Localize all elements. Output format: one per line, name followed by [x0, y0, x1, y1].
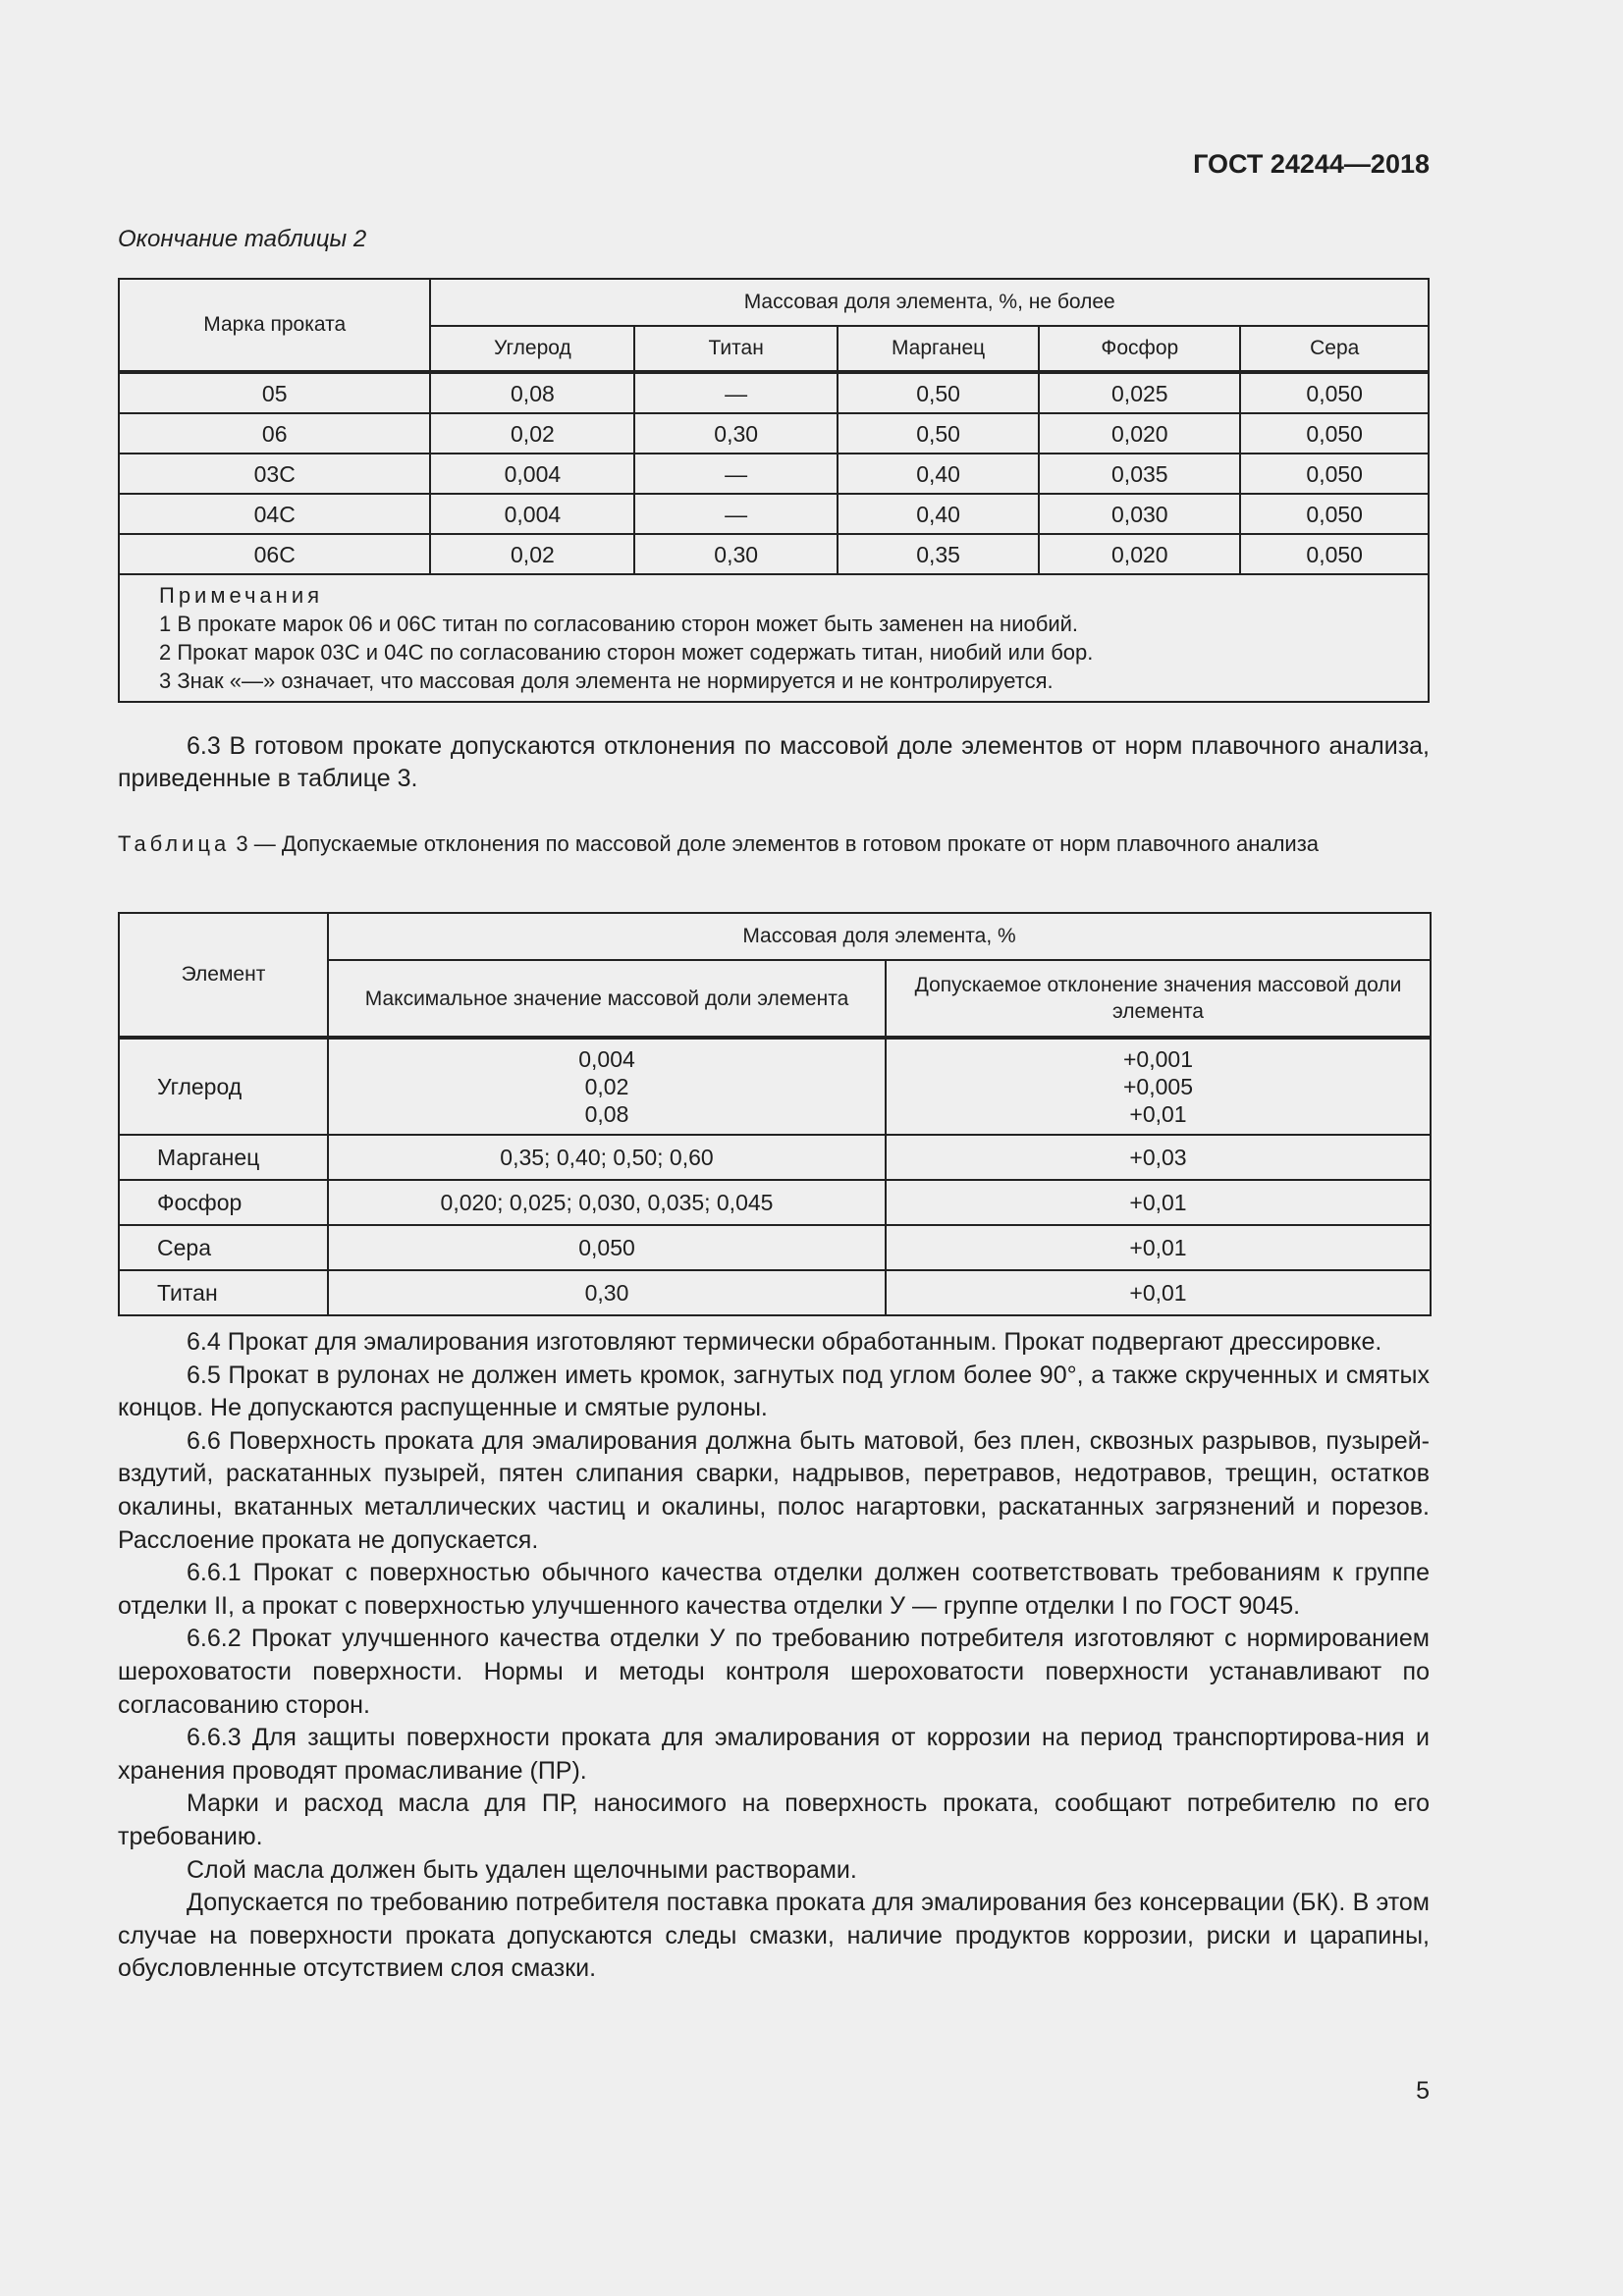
table3-caption	[118, 828, 1430, 861]
table-cell: 0,004	[430, 494, 634, 534]
paragraph-6-6: 6.6 Поверхность проката для эмалирования должна быть матовой, без плен, сквозных разрывов, пузырей-вздутий, раскатанных пузырей, пятен слипания сварки, надрывов, перетравов, недотравов, трещин, остатков окалины, вкатанных металлических частиц и окалины, полос нагартовки, раскатанных загрязнений и порезов. Расслоение проката не допускается.	[118, 1426, 1430, 1554]
table-cell: 0,050	[1240, 494, 1429, 534]
table-cell: 03С	[119, 454, 430, 494]
cell-value: +0,005	[1123, 1074, 1193, 1099]
table-cell: +0,03	[886, 1135, 1431, 1180]
table-cell: 0,08	[430, 372, 634, 413]
table-cell: 0,35	[838, 534, 1039, 574]
document-code: ГОСТ 24244—2018	[1193, 149, 1430, 179]
paragraph-no-conservation: Допускается по требованию потребителя поставка проката для эмалирования без консервации (БК). В этом случае на поверхности проката допускаются следы смазки, наличие продуктов коррозии, риски и царапины, обусловленные отсутствием слоя смазки.	[118, 1889, 1430, 1983]
cell-value: 0,004	[578, 1046, 635, 1072]
paragraph-6-5: 6.5 Прокат в рулонах не должен иметь кромок, загнутых под углом более 90°, а также скрученных и смятых концов. Не допускаются распущенные и смятые рулоны.	[118, 1361, 1430, 1422]
cell-value: 0,02	[584, 1074, 629, 1099]
table-cell: 05	[119, 372, 430, 413]
page-number: 5	[1416, 2077, 1430, 2105]
table-row	[119, 1180, 1431, 1225]
table-cell: 06С	[119, 534, 430, 574]
table2-header-col: Марганец	[838, 326, 1039, 372]
table-cell: +0,01	[886, 1225, 1431, 1270]
paragraph-6-6-1: 6.6.1 Прокат с поверхностью обычного качества отделки должен соответствовать требованиям к группе отделки II, а прокат с поверхностью улучшенного качества отделки У — группе отделки I по ГОСТ 9045.	[118, 1559, 1430, 1620]
table2-header-col: Фосфор	[1039, 326, 1240, 372]
paragraph-6-4: 6.4 Прокат для эмалирования изготовляют термически обработанным. Прокат подвергают дрессировке.	[187, 1328, 1382, 1356]
table-cell: 0,40	[838, 494, 1039, 534]
table-row	[119, 494, 1429, 534]
table-cell: 0,40	[838, 454, 1039, 494]
table-cell: —	[634, 372, 838, 413]
table2-header-col: Титан	[634, 326, 838, 372]
table-cell: 0,050	[1240, 534, 1429, 574]
table-row	[119, 534, 1429, 574]
table3-header-deviation: Допускаемое отклонение значения массовой доли элемента	[886, 960, 1431, 1038]
table-cell: 0,30	[328, 1270, 886, 1315]
table3-caption-text: 3 — Допускаемые отклонения по массовой доле элементов в готовом прокате от норм плавочного анализа	[230, 831, 1320, 856]
table-cell: 0,020; 0,025; 0,030, 0,035; 0,045	[328, 1180, 886, 1225]
table-row	[119, 372, 1429, 413]
paragraph-6-6-3: 6.6.3 Для защиты поверхности проката для эмалирования от коррозии на период транспортирова-ния и хранения проводят промасливание (ПР).	[118, 1724, 1430, 1785]
table2-notes	[119, 574, 1429, 702]
paragraph-6-3: 6.3 В готовом прокате допускаются отклонения по массовой доле элементов от норм плавочного анализа, приведенные в таблице 3.	[118, 732, 1430, 792]
paragraph-oil-removal: Слой масла должен быть удален щелочными растворами.	[187, 1855, 857, 1884]
table2-notes-row	[119, 574, 1429, 702]
table2-header-group: Массовая доля элемента, %, не более	[430, 279, 1429, 326]
table-cell: —	[634, 454, 838, 494]
table-cell: 0,050	[1240, 372, 1429, 413]
cell-value: 0,08	[584, 1101, 629, 1127]
table-cell: 0,035	[1039, 454, 1240, 494]
table2	[118, 278, 1430, 703]
table-cell: 0,025	[1039, 372, 1240, 413]
table-cell: 0,35; 0,40; 0,50; 0,60	[328, 1135, 886, 1180]
note-item: 3 Знак «—» означает, что массовая доля элемента не нормируется и не контролируется.	[159, 668, 1054, 693]
table-cell: Титан	[119, 1270, 328, 1315]
table2-header-col: Углерод	[430, 326, 634, 372]
body-text	[118, 1326, 1430, 1986]
cell-value: +0,01	[1129, 1101, 1187, 1127]
table-cell: 0,02	[430, 534, 634, 574]
table-cell: 0,020	[1039, 413, 1240, 454]
table-cell: 0,050	[1240, 413, 1429, 454]
table3	[118, 912, 1432, 1316]
table-cell: 0,050	[328, 1225, 886, 1270]
table-row	[119, 1135, 1431, 1180]
table-cell: 0,004	[430, 454, 634, 494]
table-row	[119, 1270, 1431, 1315]
table-cell: +0,01	[886, 1180, 1431, 1225]
table-row	[119, 454, 1429, 494]
table-cell: 0,030	[1039, 494, 1240, 534]
table-cell: +0,01	[886, 1270, 1431, 1315]
table-cell: Марганец	[119, 1135, 328, 1180]
note-item: 1 В прокате марок 06 и 06С титан по согласованию сторон может быть заменен на ниобий.	[159, 612, 1079, 636]
table-cell: 06	[119, 413, 430, 454]
table-cell: Сера	[119, 1225, 328, 1270]
table-cell: 0,30	[634, 413, 838, 454]
note-item: 2 Прокат марок 03С и 04С по согласованию сторон может содержать титан, ниобий или бор.	[159, 640, 1094, 665]
table-cell: —	[634, 494, 838, 534]
table-cell: 0,30	[634, 534, 838, 574]
table3-header-group: Массовая доля элемента, %	[328, 913, 1431, 960]
table2-continuation-caption: Окончание таблицы 2	[118, 226, 367, 252]
table-cell	[328, 1038, 886, 1135]
table-row	[119, 1038, 1431, 1135]
table-row	[119, 413, 1429, 454]
table-cell	[886, 1038, 1431, 1135]
table3-header-element: Элемент	[119, 913, 328, 1038]
table-cell: 0,02	[430, 413, 634, 454]
table-cell: Фосфор	[119, 1180, 328, 1225]
paragraph-oil-marks: Марки и расход масла для ПР, наносимого на поверхность проката, сообщают потребителю по его требованию.	[118, 1789, 1430, 1850]
table-cell: 0,020	[1039, 534, 1240, 574]
table-cell: 0,50	[838, 372, 1039, 413]
table-row	[119, 1225, 1431, 1270]
table3-header-max: Максимальное значение массовой доли элемента	[328, 960, 886, 1038]
table-cell: 04С	[119, 494, 430, 534]
table3-caption-label: Таблица	[118, 831, 231, 856]
notes-title: Примечания	[159, 583, 324, 608]
table-cell: Углерод	[119, 1038, 328, 1135]
table2-header-col: Сера	[1240, 326, 1429, 372]
table-cell: 0,050	[1240, 454, 1429, 494]
table2-header-grade: Марка проката	[119, 279, 430, 372]
table-cell: 0,50	[838, 413, 1039, 454]
cell-value: +0,001	[1123, 1046, 1193, 1072]
paragraph-6-6-2: 6.6.2 Прокат улучшенного качества отделки У по требованию потребителя изготовляют с нормированием шероховатости поверхности. Нормы и методы контроля шероховатости поверхности устанавливают по согласованию сторон.	[118, 1625, 1430, 1719]
